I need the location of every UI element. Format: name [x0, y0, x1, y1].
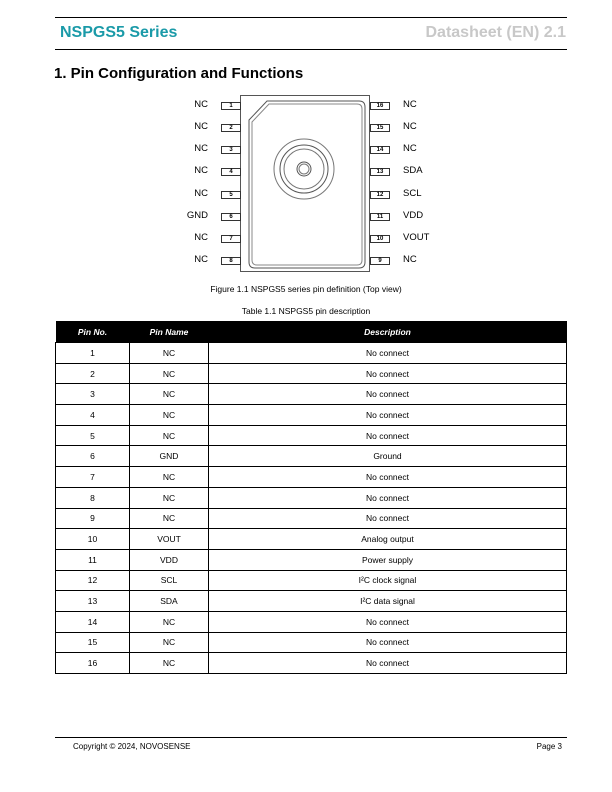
header-top-rule	[55, 17, 567, 18]
pin-number: 8	[221, 257, 241, 265]
pin-number: 13	[370, 168, 390, 176]
pin-no-cell: 16	[56, 653, 130, 674]
pin-name-cell: NC	[130, 384, 209, 405]
pin-name-cell: NC	[130, 508, 209, 529]
pin-no-cell: 11	[56, 549, 130, 570]
table-row	[56, 405, 567, 426]
pin-number: 3	[221, 146, 241, 154]
pin-name-cell: NC	[130, 343, 209, 364]
pin-label: NC	[194, 99, 208, 110]
table-row	[56, 549, 567, 570]
pin-no-cell: 6	[56, 446, 130, 467]
table-row	[56, 343, 567, 364]
pin-name-cell: NC	[130, 467, 209, 488]
description-cell: No connect	[209, 487, 567, 508]
pin-no-cell: 14	[56, 611, 130, 632]
description-cell: Ground	[209, 446, 567, 467]
table-row	[56, 446, 567, 467]
pin-number: 14	[370, 146, 390, 154]
series-title: NSPGS5 Series	[60, 24, 178, 41]
pin-number: 7	[221, 235, 241, 243]
pin-number: 12	[370, 191, 390, 199]
description-cell: No connect	[209, 467, 567, 488]
description-cell: Power supply	[209, 549, 567, 570]
pin-name-cell: NC	[130, 632, 209, 653]
table-row	[56, 653, 567, 674]
pin-number: 10	[370, 235, 390, 243]
column-header-pin-no: Pin No.	[56, 321, 130, 343]
pin-no-cell: 12	[56, 570, 130, 591]
description-cell: I²C clock signal	[209, 570, 567, 591]
figure-caption: Figure 1.1 NSPGS5 series pin definition (Top view)	[210, 284, 402, 294]
table-row	[56, 529, 567, 550]
pin-no-cell: 13	[56, 591, 130, 612]
pin-name-cell: VOUT	[130, 529, 209, 550]
pin-label: NC	[403, 143, 417, 154]
description-cell: No connect	[209, 611, 567, 632]
copyright: Copyright © 2024, NOVOSENSE	[73, 742, 191, 751]
pin-name-cell: NC	[130, 487, 209, 508]
pin-name-cell: NC	[130, 611, 209, 632]
section-title: 1. Pin Configuration and Functions	[54, 65, 304, 82]
pin-number: 16	[370, 102, 390, 110]
table-row	[56, 467, 567, 488]
description-cell: No connect	[209, 384, 567, 405]
pin-label: NC	[194, 165, 208, 176]
pin-number: 6	[221, 213, 241, 221]
table-row	[56, 384, 567, 405]
pin-number: 2	[221, 124, 241, 132]
pin-no-cell: 4	[56, 405, 130, 426]
description-cell: No connect	[209, 425, 567, 446]
pin-label: NC	[403, 121, 417, 132]
pin-no-cell: 2	[56, 363, 130, 384]
pin-name-cell: VDD	[130, 549, 209, 570]
pin-label: NC	[194, 188, 208, 199]
pin-label: VDD	[403, 210, 424, 221]
description-cell: I²C data signal	[209, 591, 567, 612]
pin-label: NC	[194, 254, 208, 265]
table-row	[56, 508, 567, 529]
package-outline-icon	[241, 96, 371, 273]
description-cell: No connect	[209, 343, 567, 364]
pin-number: 15	[370, 124, 390, 132]
pin-label: NC	[194, 232, 208, 243]
pin-name-cell: NC	[130, 363, 209, 384]
pin-number: 1	[221, 102, 241, 110]
description-cell: No connect	[209, 508, 567, 529]
pin-description-table	[55, 321, 567, 674]
table-caption: Table 1.1 NSPGS5 pin description	[241, 306, 371, 316]
pin-number: 11	[370, 213, 390, 221]
description-cell: No connect	[209, 363, 567, 384]
pin-label: VOUT	[403, 232, 430, 243]
footer-rule	[55, 737, 567, 738]
pin-name-cell: NC	[130, 653, 209, 674]
pin-number: 5	[221, 191, 241, 199]
pin-name-cell: SCL	[130, 570, 209, 591]
pin-number: 9	[370, 257, 390, 265]
pin-no-cell: 5	[56, 425, 130, 446]
package-body	[240, 95, 370, 272]
table-row	[56, 425, 567, 446]
table-row	[56, 611, 567, 632]
pin-label: GND	[186, 210, 208, 221]
table-row	[56, 570, 567, 591]
pin-no-cell: 9	[56, 508, 130, 529]
pin-label: NC	[194, 121, 208, 132]
pin-name-cell: GND	[130, 446, 209, 467]
pin-label: SCL	[403, 188, 422, 199]
header-bottom-rule	[55, 49, 567, 50]
pin-no-cell: 15	[56, 632, 130, 653]
pin-label: NC	[194, 143, 208, 154]
table-row	[56, 632, 567, 653]
pin-no-cell: 10	[56, 529, 130, 550]
pin-name-cell: SDA	[130, 591, 209, 612]
pin-no-cell: 8	[56, 487, 130, 508]
pin-no-cell: 3	[56, 384, 130, 405]
column-header-description: Description	[209, 321, 567, 343]
pin-label: NC	[403, 99, 417, 110]
description-cell: Analog output	[209, 529, 567, 550]
pin-label: SDA	[403, 165, 423, 176]
pin-label: NC	[403, 254, 417, 265]
description-cell: No connect	[209, 653, 567, 674]
description-cell: No connect	[209, 632, 567, 653]
pin-no-cell: 1	[56, 343, 130, 364]
page-number: Page 3	[536, 742, 562, 751]
document-version: Datasheet (EN) 2.1	[425, 24, 566, 41]
table-header-row	[56, 321, 567, 343]
column-header-pin-name: Pin Name	[130, 321, 209, 343]
description-cell: No connect	[209, 405, 567, 426]
pin-number: 4	[221, 168, 241, 176]
pin-name-cell: NC	[130, 405, 209, 426]
pin-name-cell: NC	[130, 425, 209, 446]
table-row	[56, 591, 567, 612]
table-row	[56, 487, 567, 508]
table-row	[56, 363, 567, 384]
pin-no-cell: 7	[56, 467, 130, 488]
